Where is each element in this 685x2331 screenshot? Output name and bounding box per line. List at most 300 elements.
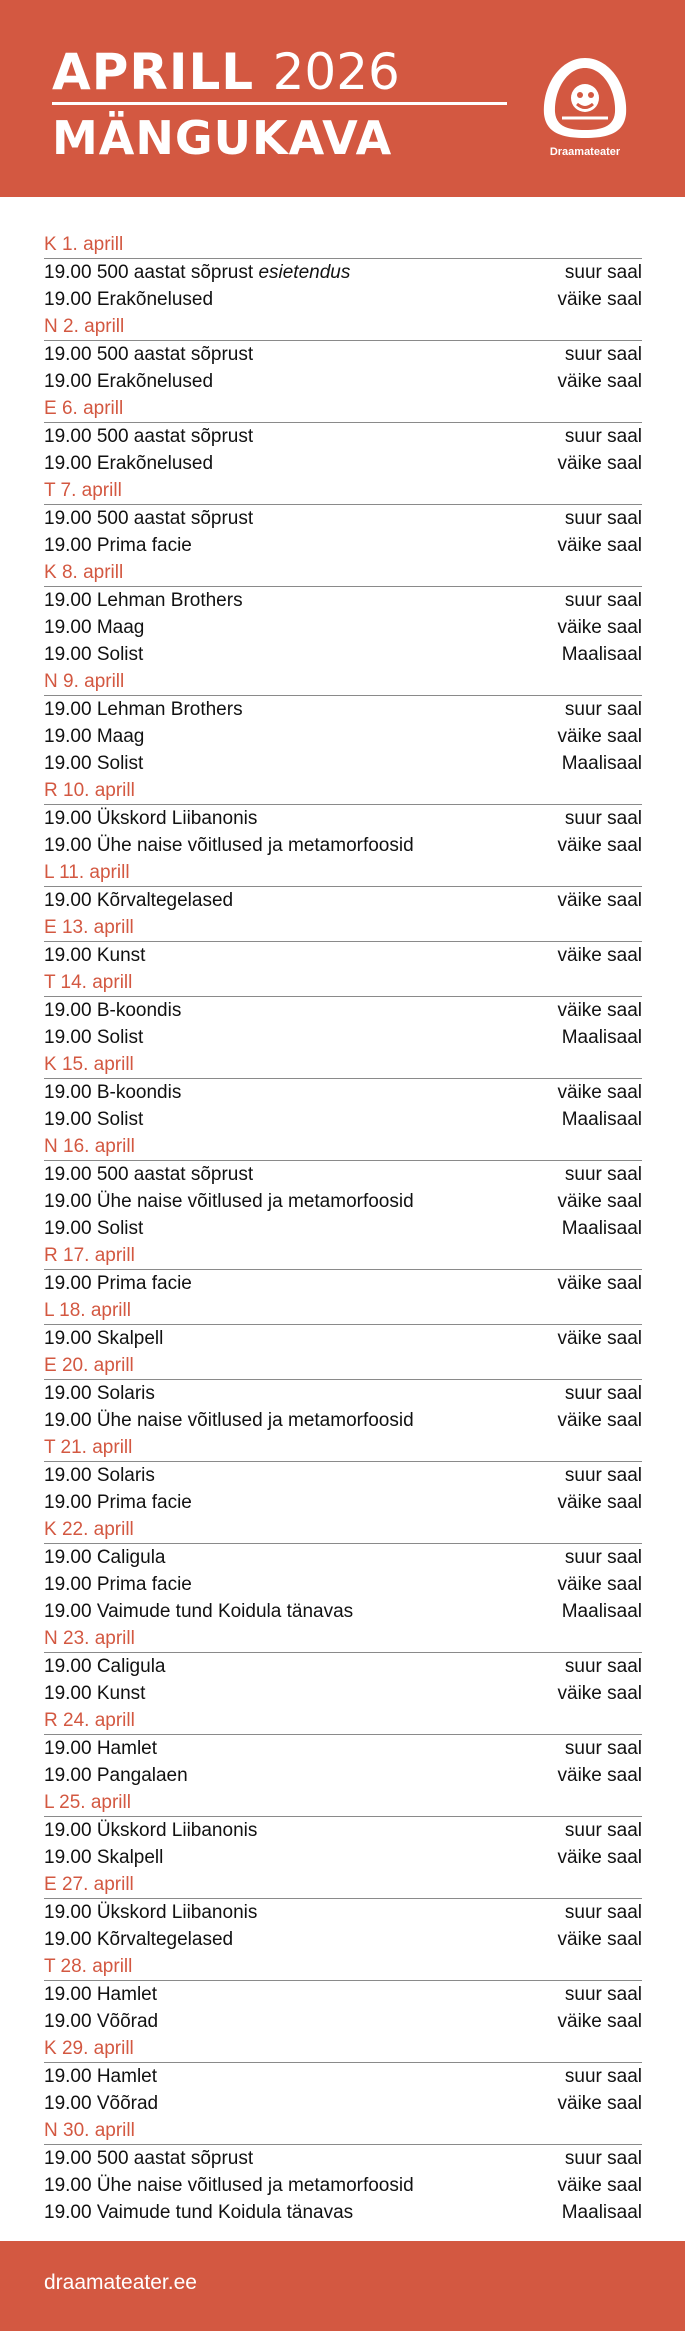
show-row[interactable] xyxy=(44,1981,642,2008)
show-info xyxy=(44,1215,143,1242)
show-row[interactable] xyxy=(44,1489,642,1516)
show-time: 19.00 xyxy=(44,1109,92,1130)
show-venue: suur saal xyxy=(564,1547,642,1568)
show-row[interactable] xyxy=(44,1215,642,1242)
show-info xyxy=(44,368,213,395)
show-title: Võõrad xyxy=(96,2011,159,2032)
show-row[interactable] xyxy=(44,641,642,668)
show-time: 19.00 xyxy=(44,1847,92,1868)
show-venue: suur saal xyxy=(564,1984,642,2005)
show-info xyxy=(44,2063,157,2090)
show-row[interactable] xyxy=(44,1270,642,1297)
show-row[interactable] xyxy=(44,2008,642,2035)
show-venue: suur saal xyxy=(564,508,642,529)
schedule-day xyxy=(44,559,642,668)
header-banner xyxy=(0,0,685,197)
schedule-day xyxy=(44,914,642,969)
show-title: Solist xyxy=(96,1218,144,1239)
day-date: N 30. aprill xyxy=(44,2117,642,2145)
show-venue: suur saal xyxy=(564,2066,642,2087)
show-info xyxy=(44,2145,253,2172)
show-info xyxy=(44,1270,192,1297)
show-title: 500 aastat sõprust xyxy=(96,508,254,529)
schedule-day xyxy=(44,1133,642,1242)
show-row[interactable] xyxy=(44,2172,642,2199)
show-venue: Maalisaal xyxy=(561,2202,642,2223)
show-venue: väike saal xyxy=(557,1191,642,1212)
show-row[interactable] xyxy=(44,1817,642,1844)
day-date: N 16. aprill xyxy=(44,1133,642,1161)
show-row[interactable] xyxy=(44,614,642,641)
show-row[interactable] xyxy=(44,805,642,832)
day-date: L 18. aprill xyxy=(44,1297,642,1325)
show-info xyxy=(44,1653,165,1680)
show-info xyxy=(44,1981,157,2008)
title-divider xyxy=(52,102,507,105)
show-info xyxy=(44,1079,181,1106)
show-title: Maag xyxy=(96,726,145,747)
show-time: 19.00 xyxy=(44,1383,92,1404)
show-time: 19.00 xyxy=(44,753,92,774)
show-title: Prima facie xyxy=(96,535,192,556)
show-title: Ükskord Liibanonis xyxy=(96,1902,258,1923)
schedule-day xyxy=(44,668,642,777)
show-info xyxy=(44,1489,192,1516)
show-row[interactable] xyxy=(44,1024,642,1051)
theatre-logo-icon xyxy=(540,56,630,140)
show-title: Skalpell xyxy=(96,1847,164,1868)
show-info xyxy=(44,423,253,450)
show-info xyxy=(44,2199,353,2226)
show-info xyxy=(44,696,243,723)
show-venue: Maalisaal xyxy=(561,1027,642,1048)
schedule-day xyxy=(44,1707,642,1789)
show-venue: väike saal xyxy=(557,617,642,638)
show-title: 500 aastat sõprust xyxy=(96,1164,254,1185)
show-venue: väike saal xyxy=(557,289,642,310)
show-title: Kõrvaltegelased xyxy=(96,890,234,911)
day-date: R 17. aprill xyxy=(44,1242,642,1270)
show-time: 19.00 xyxy=(44,1984,92,2005)
show-row[interactable] xyxy=(44,723,642,750)
show-time: 19.00 xyxy=(44,726,92,747)
show-note: esietendus xyxy=(258,262,351,283)
show-venue: väike saal xyxy=(557,1000,642,1021)
show-row[interactable] xyxy=(44,423,642,450)
show-title: 500 aastat sõprust xyxy=(96,426,254,447)
show-time: 19.00 xyxy=(44,808,92,829)
show-venue: väike saal xyxy=(557,1847,642,1868)
schedule-day xyxy=(44,969,642,1051)
schedule-day xyxy=(44,1625,642,1707)
show-title: Hamlet xyxy=(96,1738,158,1759)
show-venue: suur saal xyxy=(564,699,642,720)
show-info xyxy=(44,1598,353,1625)
show-venue: väike saal xyxy=(557,1929,642,1950)
page-subtitle: MÄNGUKAVA xyxy=(52,111,393,165)
show-venue: väike saal xyxy=(557,1492,642,1513)
day-date: L 25. aprill xyxy=(44,1789,642,1817)
day-date: K 29. aprill xyxy=(44,2035,642,2063)
show-row[interactable] xyxy=(44,1079,642,1106)
show-time: 19.00 xyxy=(44,1601,92,1622)
schedule-day xyxy=(44,1871,642,1953)
show-venue: väike saal xyxy=(557,2175,642,2196)
show-info xyxy=(44,1161,253,1188)
show-title: Kõrvaltegelased xyxy=(96,1929,234,1950)
schedule-day xyxy=(44,1242,642,1297)
show-time: 19.00 xyxy=(44,1273,92,1294)
show-title: Solaris xyxy=(96,1383,155,1404)
show-info xyxy=(44,1762,188,1789)
schedule-day xyxy=(44,1051,642,1133)
day-date: T 7. aprill xyxy=(44,477,642,505)
show-title: 500 aastat sõprust xyxy=(96,2148,254,2169)
show-row[interactable] xyxy=(44,1735,642,1762)
show-info xyxy=(44,942,145,969)
show-venue: suur saal xyxy=(564,344,642,365)
show-title: Ükskord Liibanonis xyxy=(96,808,258,829)
show-time: 19.00 xyxy=(44,1765,92,1786)
show-row[interactable] xyxy=(44,1544,642,1571)
show-venue: Maalisaal xyxy=(561,644,642,665)
schedule-day xyxy=(44,313,642,395)
show-row[interactable] xyxy=(44,1380,642,1407)
show-info xyxy=(44,1380,155,1407)
show-title: Ükskord Liibanonis xyxy=(96,1820,258,1841)
show-title: Pangalaen xyxy=(96,1765,188,1786)
show-time: 19.00 xyxy=(44,1683,92,1704)
show-time: 19.00 xyxy=(44,1738,92,1759)
show-row[interactable] xyxy=(44,1161,642,1188)
show-row[interactable] xyxy=(44,942,642,969)
show-info xyxy=(44,587,243,614)
show-venue: väike saal xyxy=(557,945,642,966)
show-row[interactable] xyxy=(44,1844,642,1871)
show-time: 19.00 xyxy=(44,1328,92,1349)
show-title: Võõrad xyxy=(96,2093,159,2114)
show-info xyxy=(44,505,253,532)
show-title: B-koondis xyxy=(96,1000,182,1021)
schedule-day xyxy=(44,1297,642,1352)
show-row[interactable] xyxy=(44,1188,642,1215)
show-row[interactable] xyxy=(44,1680,642,1707)
schedule-day xyxy=(44,1352,642,1434)
show-time: 19.00 xyxy=(44,1218,92,1239)
show-venue: Maalisaal xyxy=(561,1601,642,1622)
show-row[interactable] xyxy=(44,1598,642,1625)
show-info xyxy=(44,1325,163,1352)
schedule-list xyxy=(44,231,642,2226)
show-info xyxy=(44,1899,257,1926)
show-venue: väike saal xyxy=(557,535,642,556)
show-venue: väike saal xyxy=(557,1273,642,1294)
show-title: Caligula xyxy=(96,1656,166,1677)
show-info xyxy=(44,1188,414,1215)
show-info xyxy=(44,750,143,777)
show-info xyxy=(44,832,414,859)
show-venue: suur saal xyxy=(564,1902,642,1923)
show-time: 19.00 xyxy=(44,890,92,911)
show-info xyxy=(44,1544,165,1571)
show-title: Prima facie xyxy=(96,1492,192,1513)
show-title: Vaimude tund Koidula tänavas xyxy=(96,1601,354,1622)
schedule-day xyxy=(44,477,642,559)
show-time: 19.00 xyxy=(44,644,92,665)
show-row[interactable] xyxy=(44,1325,642,1352)
schedule-day xyxy=(44,395,642,477)
show-title: Solist xyxy=(96,1027,144,1048)
show-row[interactable] xyxy=(44,1899,642,1926)
show-venue: väike saal xyxy=(557,1765,642,1786)
show-info xyxy=(44,723,144,750)
schedule-day xyxy=(44,231,642,313)
show-time: 19.00 xyxy=(44,1820,92,1841)
schedule-day xyxy=(44,2035,642,2117)
show-row[interactable] xyxy=(44,750,642,777)
show-info xyxy=(44,2008,158,2035)
schedule-day xyxy=(44,859,642,914)
show-time: 19.00 xyxy=(44,2011,92,2032)
show-time: 19.00 xyxy=(44,1410,92,1431)
show-venue: väike saal xyxy=(557,1082,642,1103)
schedule-day xyxy=(44,1434,642,1516)
show-title: Erakõnelused xyxy=(96,371,214,392)
show-time: 19.00 xyxy=(44,2202,92,2223)
schedule-day xyxy=(44,1516,642,1625)
show-row[interactable] xyxy=(44,587,642,614)
show-title: Kunst xyxy=(96,945,146,966)
title-year: 2026 xyxy=(272,43,400,101)
show-title: Ühe naise võitlused ja metamorfoosid xyxy=(96,2175,414,2196)
show-time: 19.00 xyxy=(44,262,92,283)
show-info xyxy=(44,532,192,559)
show-title: Hamlet xyxy=(96,2066,158,2087)
schedule-day xyxy=(44,777,642,859)
show-venue: väike saal xyxy=(557,453,642,474)
show-info xyxy=(44,614,144,641)
show-venue: suur saal xyxy=(564,262,642,283)
show-info xyxy=(44,2172,414,2199)
show-venue: suur saal xyxy=(564,1164,642,1185)
day-date: E 27. aprill xyxy=(44,1871,642,1899)
show-row[interactable] xyxy=(44,1762,642,1789)
show-info xyxy=(44,1462,155,1489)
show-title: Solist xyxy=(96,1109,144,1130)
show-time: 19.00 xyxy=(44,945,92,966)
show-row[interactable] xyxy=(44,1571,642,1598)
show-title: Vaimude tund Koidula tänavas xyxy=(96,2202,354,2223)
show-info xyxy=(44,1926,233,1953)
day-date: K 8. aprill xyxy=(44,559,642,587)
show-info xyxy=(44,259,350,286)
show-title: Lehman Brothers xyxy=(96,699,243,720)
show-venue: väike saal xyxy=(557,371,642,392)
show-title: Prima facie xyxy=(96,1574,192,1595)
show-venue: väike saal xyxy=(557,1574,642,1595)
show-title: Lehman Brothers xyxy=(96,590,243,611)
show-row[interactable] xyxy=(44,532,642,559)
day-date: T 14. aprill xyxy=(44,969,642,997)
show-title: Ühe naise võitlused ja metamorfoosid xyxy=(96,835,414,856)
show-time: 19.00 xyxy=(44,2175,92,2196)
show-info xyxy=(44,1407,414,1434)
show-row[interactable] xyxy=(44,887,642,914)
footer-website[interactable]: draamateater.ee xyxy=(44,2271,197,2294)
show-time: 19.00 xyxy=(44,1191,92,1212)
day-date: T 28. aprill xyxy=(44,1953,642,1981)
show-title: Erakõnelused xyxy=(96,453,214,474)
show-time: 19.00 xyxy=(44,1929,92,1950)
show-time: 19.00 xyxy=(44,590,92,611)
show-venue: suur saal xyxy=(564,590,642,611)
show-title: Erakõnelused xyxy=(96,289,214,310)
show-time: 19.00 xyxy=(44,1027,92,1048)
show-venue: väike saal xyxy=(557,1410,642,1431)
show-time: 19.00 xyxy=(44,1164,92,1185)
show-time: 19.00 xyxy=(44,508,92,529)
show-row[interactable] xyxy=(44,505,642,532)
show-venue: väike saal xyxy=(557,726,642,747)
show-venue: suur saal xyxy=(564,1383,642,1404)
show-title: Skalpell xyxy=(96,1328,164,1349)
show-row[interactable] xyxy=(44,1462,642,1489)
day-date: E 13. aprill xyxy=(44,914,642,942)
show-time: 19.00 xyxy=(44,2148,92,2169)
show-title: Solist xyxy=(96,644,144,665)
day-date: E 20. aprill xyxy=(44,1352,642,1380)
schedule-day xyxy=(44,2117,642,2226)
show-venue: suur saal xyxy=(564,1465,642,1486)
show-title: B-koondis xyxy=(96,1082,182,1103)
day-date: N 2. aprill xyxy=(44,313,642,341)
show-time: 19.00 xyxy=(44,2066,92,2087)
page-title xyxy=(52,42,400,102)
show-row[interactable] xyxy=(44,450,642,477)
show-row[interactable] xyxy=(44,832,642,859)
show-row[interactable] xyxy=(44,1106,642,1133)
show-venue: suur saal xyxy=(564,1738,642,1759)
show-row[interactable] xyxy=(44,997,642,1024)
day-date: K 22. aprill xyxy=(44,1516,642,1544)
show-row[interactable] xyxy=(44,1653,642,1680)
show-time: 19.00 xyxy=(44,1492,92,1513)
show-time: 19.00 xyxy=(44,1082,92,1103)
show-title: Caligula xyxy=(96,1547,166,1568)
show-venue: suur saal xyxy=(564,2148,642,2169)
day-date: K 15. aprill xyxy=(44,1051,642,1079)
show-venue: väike saal xyxy=(557,1328,642,1349)
show-venue: Maalisaal xyxy=(561,1218,642,1239)
show-title: Prima facie xyxy=(96,1273,192,1294)
show-title: Solist xyxy=(96,753,144,774)
show-info xyxy=(44,341,253,368)
show-venue: väike saal xyxy=(557,2093,642,2114)
show-venue: Maalisaal xyxy=(561,753,642,774)
show-info xyxy=(44,2090,158,2117)
show-time: 19.00 xyxy=(44,426,92,447)
show-info xyxy=(44,641,143,668)
show-venue: suur saal xyxy=(564,1656,642,1677)
show-info xyxy=(44,1817,257,1844)
show-title: 500 aastat sõprust xyxy=(96,262,254,283)
show-time: 19.00 xyxy=(44,289,92,310)
day-date: L 11. aprill xyxy=(44,859,642,887)
show-row[interactable] xyxy=(44,2199,642,2226)
show-info xyxy=(44,1844,163,1871)
show-venue: väike saal xyxy=(557,890,642,911)
show-venue: suur saal xyxy=(564,808,642,829)
show-row[interactable] xyxy=(44,1407,642,1434)
show-info xyxy=(44,286,213,313)
show-info xyxy=(44,1106,143,1133)
show-info xyxy=(44,1680,145,1707)
show-info xyxy=(44,1571,192,1598)
show-title: Kunst xyxy=(96,1683,146,1704)
show-time: 19.00 xyxy=(44,1656,92,1677)
show-venue: väike saal xyxy=(557,2011,642,2032)
show-row[interactable] xyxy=(44,286,642,313)
show-info xyxy=(44,997,181,1024)
show-venue: väike saal xyxy=(557,835,642,856)
show-time: 19.00 xyxy=(44,1547,92,1568)
show-time: 19.00 xyxy=(44,535,92,556)
day-date: R 10. aprill xyxy=(44,777,642,805)
show-title: Ühe naise võitlused ja metamorfoosid xyxy=(96,1191,414,1212)
show-title: Solaris xyxy=(96,1465,155,1486)
day-date: N 23. aprill xyxy=(44,1625,642,1653)
show-time: 19.00 xyxy=(44,371,92,392)
day-date: N 9. aprill xyxy=(44,668,642,696)
schedule-day xyxy=(44,1953,642,2035)
show-row[interactable] xyxy=(44,1926,642,1953)
show-time: 19.00 xyxy=(44,699,92,720)
show-time: 19.00 xyxy=(44,1000,92,1021)
show-row[interactable] xyxy=(44,2090,642,2117)
show-row[interactable] xyxy=(44,341,642,368)
show-info xyxy=(44,450,213,477)
show-time: 19.00 xyxy=(44,1465,92,1486)
day-date: R 24. aprill xyxy=(44,1707,642,1735)
show-info xyxy=(44,1735,157,1762)
show-info xyxy=(44,805,257,832)
show-time: 19.00 xyxy=(44,617,92,638)
show-info xyxy=(44,887,233,914)
show-venue: Maalisaal xyxy=(561,1109,642,1130)
title-month: APRILL xyxy=(52,43,255,101)
show-venue: suur saal xyxy=(564,1820,642,1841)
show-title: Ühe naise võitlused ja metamorfoosid xyxy=(96,1410,414,1431)
show-title: Maag xyxy=(96,617,145,638)
show-row[interactable] xyxy=(44,368,642,395)
day-date: E 6. aprill xyxy=(44,395,642,423)
show-time: 19.00 xyxy=(44,835,92,856)
show-row[interactable] xyxy=(44,259,642,286)
show-row[interactable] xyxy=(44,2145,642,2172)
show-time: 19.00 xyxy=(44,2093,92,2114)
show-row[interactable] xyxy=(44,2063,642,2090)
show-time: 19.00 xyxy=(44,1574,92,1595)
footer-banner xyxy=(0,2241,685,2331)
show-row[interactable] xyxy=(44,696,642,723)
show-time: 19.00 xyxy=(44,453,92,474)
day-date: K 1. aprill xyxy=(44,231,642,259)
schedule-day xyxy=(44,1789,642,1871)
show-venue: väike saal xyxy=(557,1683,642,1704)
show-venue: suur saal xyxy=(564,426,642,447)
logo-label: Draamateater xyxy=(549,146,621,158)
show-time: 19.00 xyxy=(44,344,92,365)
